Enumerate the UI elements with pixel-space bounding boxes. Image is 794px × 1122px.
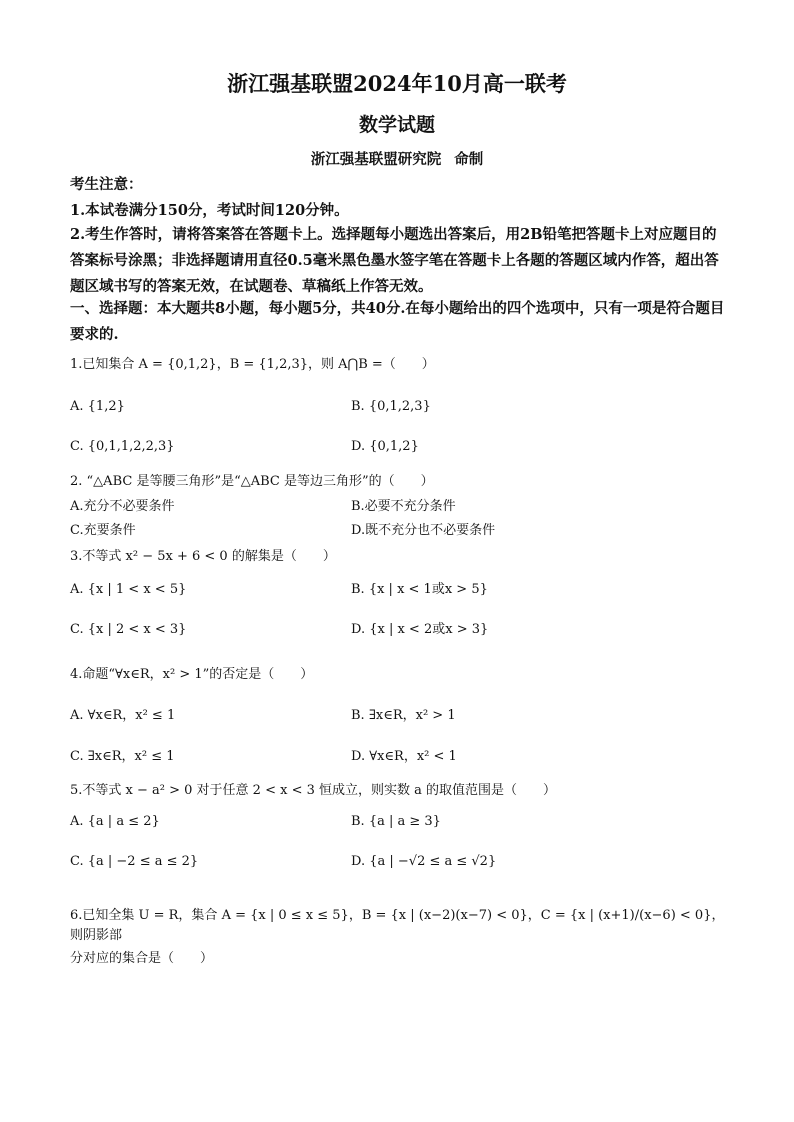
notice-heading: 考生注意：	[70, 176, 143, 193]
question-5-option-d: D. {a | −√2 ≤ a ≤ √2}	[351, 854, 497, 869]
question-4-option-a: A. ∀x∈R，x² ≤ 1	[70, 708, 176, 723]
question-4-option-b: B. ∃x∈R，x² > 1	[351, 708, 456, 723]
exam-subject: 数学试题	[358, 114, 435, 136]
question-3-option-d: D. {x | x < 2或x > 3}	[351, 622, 489, 637]
question-3-option-a: A. {x | 1 < x < 5}	[70, 582, 187, 597]
question-2-option-d: D.既不充分也不必要条件	[351, 523, 496, 538]
section-1-heading: 一、选择题：本大题共8小题，每小题5分，共40分.在每小题给出的四个选项中，只有一项是符合题目要求的.	[70, 300, 725, 343]
exam-author: 浙江强基联盟研究院 命制	[310, 151, 484, 168]
question-1-option-d: D. {0,1,2}	[351, 439, 419, 454]
question-4-option-d: D. ∀x∈R，x² < 1	[351, 749, 457, 764]
question-5-option-c: C. {a | −2 ≤ a ≤ 2}	[70, 854, 199, 869]
question-2-option-c: C.充要条件	[70, 523, 136, 538]
question-3-option-c: C. {x | 2 < x < 3}	[70, 622, 187, 637]
notice-line-1: 1.本试卷满分150分，考试时间120分钟。	[70, 202, 349, 219]
question-4-stem: 4.命题“∀x∈R，x² > 1”的否定是（ ）	[70, 667, 314, 682]
question-2-stem: 2. “△ABC 是等腰三角形”是“△ABC 是等边三角形”的（ ）	[70, 474, 434, 489]
question-3-stem: 3.不等式 x² − 5x + 6 < 0 的解集是（ ）	[70, 549, 336, 564]
question-5-option-a: A. {a | a ≤ 2}	[70, 814, 160, 829]
question-5-stem: 5.不等式 x − a² > 0 对于任意 2 < x < 3 恒成立，则实数 a 的取值范围是（ ）	[70, 783, 557, 798]
exam-title: 浙江强基联盟2024年10月高一联考	[227, 71, 567, 96]
question-3-option-b: B. {x | x < 1或x > 5}	[351, 582, 488, 597]
question-1-stem: 1.已知集合 A = {0,1,2}，B = {1,2,3}，则 A⋂B =（ ）	[70, 357, 435, 372]
question-1-option-b: B. {0,1,2,3}	[351, 399, 431, 414]
question-4-option-c: C. ∃x∈R，x² ≤ 1	[70, 749, 175, 764]
question-6-stem: 6.已知全集 U = R，集合 A = {x | 0 ≤ x ≤ 5}，B = {x | (x−2)(x−7) < 0}，C = {x | (x+1)/(x−6) < 0}，则阴影部	[70, 908, 725, 943]
question-5-option-b: B. {a | a ≥ 3}	[351, 814, 441, 829]
notice-line-2: 2.考生作答时，请将答案答在答题卡上。选择题每小题选出答案后，用2B铅笔把答题卡上对应题目的答案标号涂黑；非选择题请用直径0.5毫米黑色墨水签字笔在答题卡上各题的答题区域内作答，超出答题区域书写的答案无效，在试题卷、草稿纸上作答无效。	[70, 226, 719, 295]
question-2-option-a: A.充分不必要条件	[70, 499, 175, 514]
question-1-option-c: C. {0,1,1,2,2,3}	[70, 439, 175, 454]
question-6-stem-continued: 分对应的集合是（ ）	[70, 951, 214, 966]
question-2-option-b: B.必要不充分条件	[351, 499, 456, 514]
question-1-option-a: A. {1,2}	[70, 399, 125, 414]
